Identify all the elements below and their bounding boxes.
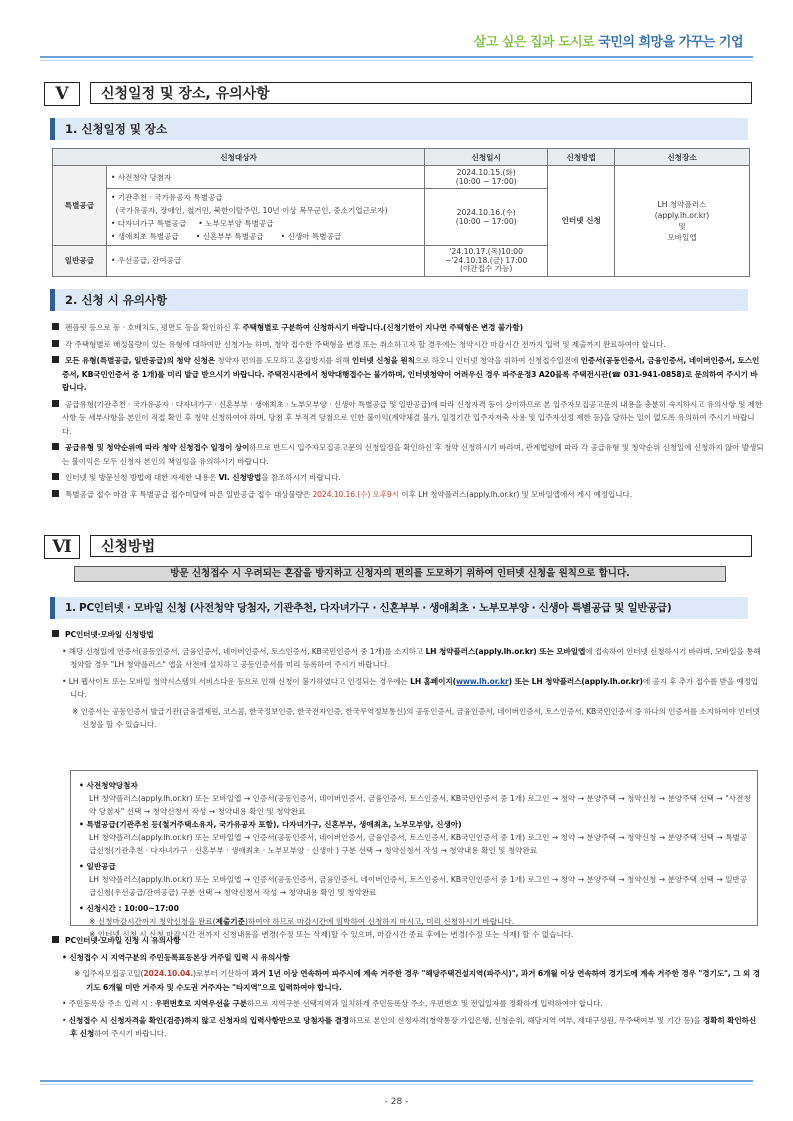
target-line: • 생애최초 특별공급 • 신혼부부 특별공급 • 신생아 특별공급 (110, 232, 342, 241)
slogan-blue: 국민의 희망을 가꾸는 기업 (598, 35, 743, 50)
caution-item: ※ 입주자모집공고일(2024.10.04.)로부터 기산하여 과거 1년 이상 연속하여 파주시에 계속 거주한 경우 "해당주택건설지역(파주시)", 과거 6개월 이상 연속하여 경기도에 계속 거주한 경우 "경기도", 그 외 경기도 6개월 미만 거주자 및 수도권 거주자는 "타지역"으로 입력하여야 합니다. (74, 969, 760, 992)
online-method (52, 628, 764, 735)
note-item: 공급유형(기관추천 · 국가유공자 · 다자녀가구 · 신혼부부 · 생애최초 · 노부모부양 · 신생아 특별공급 및 일반공급)에 따라 신청자격 등이 상이하므로 본 입주자모집공고문의 내용을 충분히 숙지하시고 유의사항 및 제한사항 등 세부사항을 본인이 직접 확인 후 청약 신청하여야 하며, 당첨 후 부적격 당첨으로 인한 불이익(계약체결 불가, 일정기간 입주자저축 사용 및 입주자선정 제한 등)을 당하는 일이 없도록 유의하여 주시기 바랍니다. (52, 398, 764, 439)
header-slogan (474, 31, 743, 50)
table-cell: 2024.10.15.(화) (10:00 ~ 17:00) (425, 166, 548, 189)
page-number: - 28 - (384, 1097, 409, 1107)
table-cell: • 사전청약 당첨자 (106, 166, 424, 189)
procedure-heading: • 일반공급 (79, 862, 116, 871)
general-supply-label: 일반공급 (53, 246, 107, 277)
note-item: 각 주택형별로 배정물량이 있는 유형에 대하여만 신청가능 하며, 청약 접수한 주택형을 변경 또는 취소하고자 할 경우에는 청약시간 마감시간 전까지 입력 및 제출까지 완료하여야 합니다. (52, 338, 764, 352)
place-cell: LH 청약플러스 (apply.lh.or.kr) 및 모바일앱 (615, 166, 750, 277)
section-5-heading (44, 82, 754, 106)
section-number: Ⅵ (44, 535, 80, 559)
table-cell: '24.10.17.(목)10:00 ~'24.10.18.(금) 17:00 (야간접수 가능) (425, 246, 548, 277)
notes-list (52, 321, 764, 504)
subsection-notes: 2. 신청 시 유의사항 (50, 289, 748, 311)
procedure-text: ※ 신청마감시간까지 청약신청을 완료(제출기준)하여야 하므로 마감시간에 임박하여 신청하지 마시고, 미리 신청하시기 바랍니다. (89, 917, 515, 926)
method-note: ※ 인증서는 공동인증서 발급기관(금융결제원, 코스콤, 한국정보인증, 한국전자인증, 한국무역정보통신)의 공동인증서, 금융인증서, 네이버인증서, 토스인증서, KB국민인증서 중 하나의 인증서를 소지하여야 인터넷 신청을 할 수 있습니다. (72, 706, 760, 729)
section-6-heading (44, 535, 754, 559)
footer-rule (40, 1080, 753, 1082)
note-item: 공급유형 및 청약순위에 따라 청약 신청접수 일정이 상이하므로 반드시 입주자모집공고문의 신청일정을 확인하신 후 청약 신청하시기 바라며, 관계법령에 따라 각 공급유형 및 청약순위 신청일에 신청하지 않아 발생되는 불이익은 모두 신청자 본인의 책임임을 유의하시기 바랍니다. (52, 441, 764, 468)
online-cautions (52, 934, 764, 1044)
procedure-text: LH 청약플러스(apply.lh.or.kr) 또는 모바일앱 → 인증서(공동인증서, 네이버인증서, 금융인증서, 토스인증서, KB국민인증서 중 1개) 로그인 → 청약 → 분양주택 → 청약신청 → 분양주택 선택 → "사전청약 당첨자" 선택 → 청약신청서 작성 → 청약내용 확인 및 청약완료 (89, 794, 751, 816)
slogan-green: 살고 싶은 집과 도시로 (473, 35, 595, 50)
method-cell: 인터넷 신청 (548, 166, 615, 277)
procedure-heading: • 신청시간 : 10:00~17:00 (79, 904, 179, 913)
procedure-box (70, 770, 758, 939)
section-title: 신청방법 (90, 535, 752, 557)
target-line: (국가유공자, 장애인, 철거민, 북한이탈주민, 10년 이상 복무군인, 중소기업근로자) (110, 206, 388, 215)
method-item: • LH 웹사이트 또는 모바일 청약시스템의 서비스다운 등으로 인해 신청이 불가하였다고 인정되는 경우에는 LH 홈페이지(www.lh.or.kr) 또는 LH 청약플러스(apply.lh.or.kr)에 공지 후 추가 접수를 받을 예정입니다. (62, 676, 759, 699)
section-number: Ⅴ (44, 82, 80, 106)
lh-homepage-link[interactable]: www.lh.or.kr (455, 676, 509, 686)
procedure-text: LH 청약플러스(apply.lh.or.kr) 또는 모바일앱 → 인증서(공동인증서, 금융인증서, 네이버인증서, 토스인증서, KB국민인증서 중 1개) 로그인 → 청약 → 분양주택 → 청약신청 → 분양주택 선택 → 일반공급신청(우선공급/잔여공급) 구분 선택 → 청약신청서 작성 → 청약내용 확인 및 청약완료 (89, 875, 748, 897)
table-cell: • 우선공급, 잔여공급 (106, 246, 424, 277)
table-header: 신청대상자 (53, 149, 425, 166)
procedure-heading: • 특별공급(기관추천 등(철거주택소유자, 국가유공자 포함), 다자녀가구, 신혼부부, 생애최초, 노부모부양, 신생아) (79, 820, 462, 829)
note-item: 인터넷 및 방문신청 방법에 대한 자세한 내용은 Ⅵ. 신청방법을 참조하시기 바랍니다. (52, 471, 764, 485)
target-line: • 기관추천 · 국가유공자 특별공급 (110, 193, 223, 202)
schedule-table (52, 148, 750, 277)
target-line: • 다자녀가구 특별공급 • 노부모부양 특별공급 (110, 219, 274, 228)
subsection-schedule: 1. 신청일정 및 장소 (50, 118, 748, 140)
procedure-heading: • 사전청약당첨자 (79, 781, 138, 790)
note-item: 펜플릿 등으로 동 · 호배치도, 평면도 등을 확인하신 후 주택형별로 구분하여 신청하시기 바랍니다.(신청기한이 지나면 주택형은 변경 불가함) (52, 321, 764, 335)
table-header: 신청일시 (425, 149, 548, 166)
header-rule-thin (40, 60, 753, 61)
table-cell (106, 189, 424, 246)
principle-banner: 방문 신청접수 시 우려되는 혼잡을 방지하고 신청자의 편의를 도모하기 위하여 인터넷 신청을 원칙으로 합니다. (74, 566, 726, 582)
procedure-text: LH 청약플러스(apply.lh.or.kr) 또는 모바일앱 → 인증서(공동인증서, 네이버인증서, 금융인증서, 토스인증서, KB국민인증서 중 1개) 로그인 → 청약 → 분양주택 → 청약신청 → 분양주택 선택 → 특별공급신청(기관추천 · 다자녀가구 · 신혼부부 · 생애최초 · 노부모부양 · 신생아 ) 구분 선택 → 청약신청서 작성 → 청약내용 확인 및 청약완료 (89, 833, 748, 855)
table-cell: 2024.10.16.(수) (10:00 ~ 17:00) (425, 189, 548, 246)
footer-rule-thin (40, 1084, 753, 1085)
note-item: 특별공급 접수 마감 후 특별공급 접수미달에 따른 일반공급 접수 대상물량은 2024.10.16.(수) 오후9시 이후 LH 청약플러스(apply.lh.or.kr) 및 모바일앱에서 게시 예정입니다. (52, 488, 764, 502)
method-item: • 해당 신청일에 인증서(공동인증서, 금융인증서, 네이버인증서, 토스인증서, KB국민인증서 중 1개)를 소지하고 LH 청약플러스(apply.lh.or.kr) 또는 모바일앱에 접속하여 인터넷 신청하시기 바라며, 모바일을 통해 청약할 경우 "LH 청약플러스" 앱을 사전에 설치하고 공동인증서를 미리 등록하여 주시기 바랍니다. (62, 646, 761, 669)
section-title: 신청일정 및 장소, 유의사항 (90, 82, 752, 104)
special-supply-label: 특별공급 (53, 166, 107, 246)
subsection-online: 1. PC인터넷 · 모바일 신청 (사전청약 당첨자, 기관추천, 다자녀가구 · 신혼부부 · 생애최초 · 노부모부양 · 신생아 특별공급 및 일반공급) (50, 597, 748, 619)
procedure-text: ※ 인터넷 신청 시 신청 마감시간 전까지 신청내용을 변경(수정 또는 삭제)할 수 있으며, 마감시간 종료 후에는 변경(수정 또는 삭제) 할 수 없습니다. (89, 930, 574, 939)
note-item: 모든 유형(특별공급, 일반공급)의 청약 신청은 청약자 편의를 도모하고 혼잡방지를 위해 인터넷 신청을 원칙으로 하오니 인터넷 청약을 위하여 신청접수일전에 인증서(공동인증서, 금융인증서, 네이버인증서, 토스인증서, KB국민인증서 중 1개)를 미리 발급 받으시기 바랍니다. 주택전시관에서 청약대행접수는 불가하며, 인터넷청약이 어려우신 경우 파주운정3 A20블록 주택전시관(☎ 031-941-0858)로 문의하여 주시기 바랍니다. (52, 354, 764, 395)
table-header: 신청방법 (548, 149, 615, 166)
caution-heading: PC인터넷·모바일 신청 시 유의사항 (52, 934, 764, 948)
caution-item: • 신청접수 시 지역구분의 주민등록표등본상 거주일 입력 시 유의사항 (62, 952, 290, 962)
header-rule (40, 56, 753, 58)
caution-item: • 신청접수 시 신청자격을 확인(검증)하지 않고 신청자의 입력사항만으로 당첨자를 결정하므로 본인의 신청자격(청약통장 가입은행, 신청순위, 해당지역 여부, 세대구성원, 무주택여부 및 기간 등)을 정확히 확인하신 후 신청하여 주시기 바랍니다. (62, 1015, 757, 1038)
caution-item: • 주민등록상 주소 입력 시 : 우편번호로 지역우선을 구분하므로 지역구분 선택지역과 일치하게 주민등록상 주소, 우편번호 및 전입일자를 정확하게 입력하여야 합니다. (62, 999, 603, 1008)
method-heading: PC인터넷·모바일 신청방법 (52, 628, 764, 642)
table-header: 신청장소 (615, 149, 750, 166)
